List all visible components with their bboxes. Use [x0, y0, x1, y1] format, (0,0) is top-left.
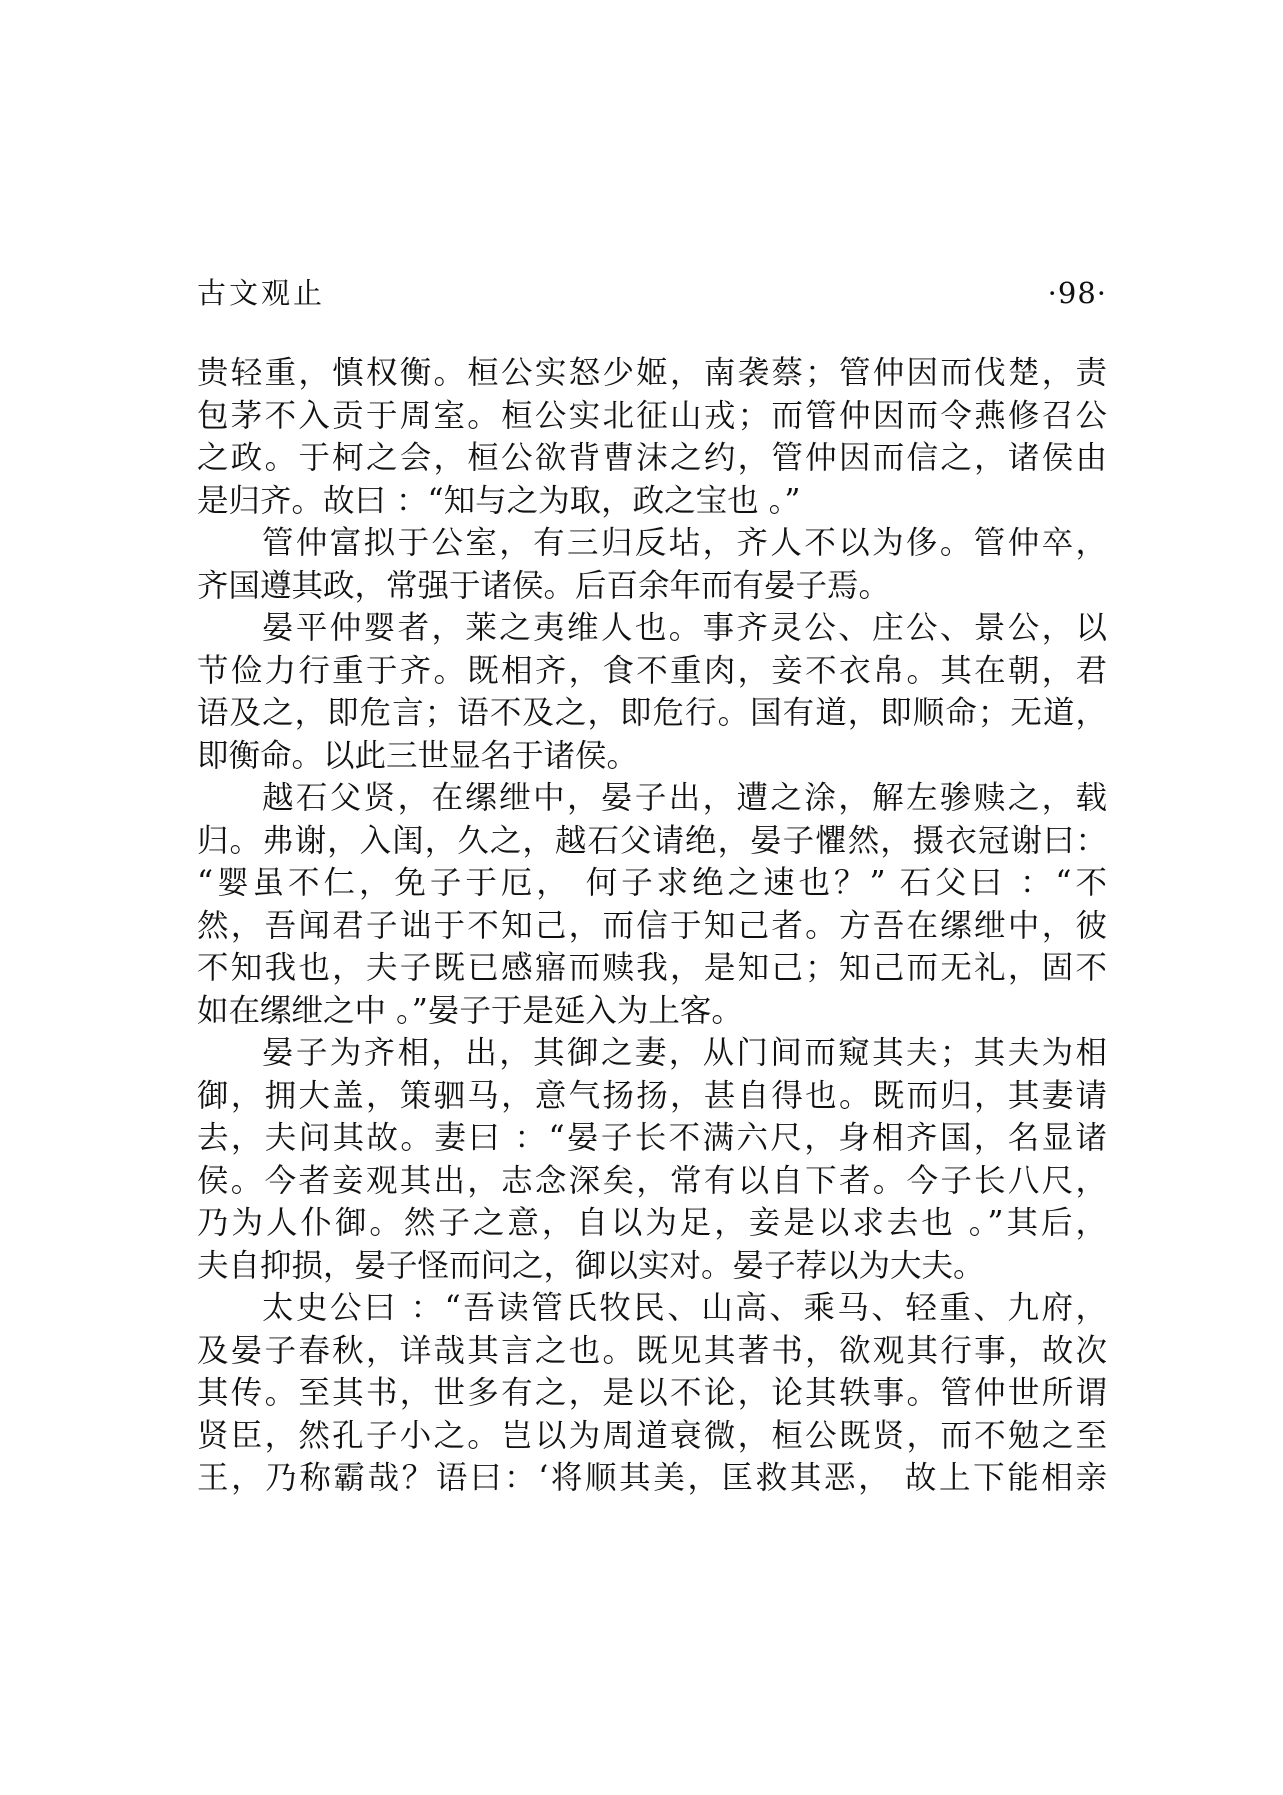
text-line: 即衡命。以此三世显名于诸侯。 [197, 737, 639, 774]
text-line: 节俭力行重于齐。既相齐，食不重肉，妾不衣帛。其在朝，君 [197, 652, 1107, 689]
text-line: 是归齐。故曰 ：“知与之为取，政之宝也 。” [197, 482, 801, 519]
text-line: “婴虽不仁，免子于厄， 何子求绝之速也？” 石父曰 ：“不 [197, 865, 1107, 901]
text-line: 其传。至其书，世多有之，是以不论，论其轶事。管仲世所谓 [197, 1375, 1107, 1411]
text-line: 王，乃称霸哉？语曰：‘将顺其美，匡救其恶， 故上下能相亲 [197, 1460, 1107, 1496]
text-line: 越石父贤，在缧绁中，晏子出，遭之涂，解左骖赎之，载 [262, 780, 1107, 816]
text-line: 如在缧绁之中 。”晏子于是延入为上客。 [197, 992, 743, 1029]
text-line: 及晏子春秋，详哉其言之也。既见其著书，欲观其行事，故次 [197, 1332, 1107, 1369]
text-line: 去，夫问其故。妻曰 ：“晏子长不满六尺，身相齐国，名显诸 [197, 1120, 1107, 1156]
body-text [197, 352, 1107, 1500]
text-line: 归。弗谢，入闺，久之，越石父请绝，晏子懼然，摄衣冠谢曰： [197, 822, 1107, 859]
text-line: 太史公曰 ：“吾读管氏牧民、山高、乘马、轻重、九府， [262, 1290, 1107, 1326]
text-line: 贤臣，然孔子小之。岂以为周道衰微，桓公既贤，而不勉之至 [197, 1417, 1107, 1454]
page-number: ·98· [1047, 276, 1107, 310]
text-line: 齐国遵其政，常强于诸侯。后百余年而有晏子焉。 [197, 567, 891, 604]
text-line: 管仲富拟于公室，有三归反坫，齐人不以为侈。管仲卒， [262, 525, 1107, 561]
text-line: 包茅不入贡于周室。桓公实北征山戎；而管仲因而令燕修召公 [197, 397, 1107, 434]
text-line: 晏平仲婴者，莱之夷维人也。事齐灵公、庄公、景公，以 [262, 610, 1107, 646]
text-line: 夫自抑损，晏子怪而问之，御以实对。晏子荐以为大夫。 [197, 1247, 985, 1284]
text-line: 乃为人仆御。然子之意，自以为足，妾是以求去也 。”其后， [197, 1205, 1107, 1241]
text-line: 之政。于柯之会，桓公欲背曹沫之约，管仲因而信之，诸侯由 [197, 440, 1107, 476]
text-line: 贵轻重，慎权衡。桓公实怒少姬，南袭蔡；管仲因而伐楚，责 [197, 355, 1107, 391]
book-title: 古文观止 [197, 276, 326, 310]
text-line: 不知我也，夫子既已感寤而赎我，是知己；知己而无礼，固不 [197, 950, 1107, 986]
text-line: 然，吾闻君子诎于不知己，而信于知己者。方吾在缧绁中，彼 [197, 907, 1107, 944]
page-header [197, 272, 1107, 314]
text-line: 语及之，即危言；语不及之，即危行。国有道，即顺命；无道， [197, 695, 1107, 731]
text-line: 御，拥大盖，策驷马，意气扬扬，甚自得也。既而归，其妻请 [197, 1077, 1107, 1114]
text-line: 晏子为齐相，出，其御之妻，从门间而窥其夫；其夫为相 [262, 1035, 1107, 1071]
text-line: 侯。今者妾观其出，志念深矣，常有以自下者。今子长八尺， [197, 1162, 1107, 1199]
